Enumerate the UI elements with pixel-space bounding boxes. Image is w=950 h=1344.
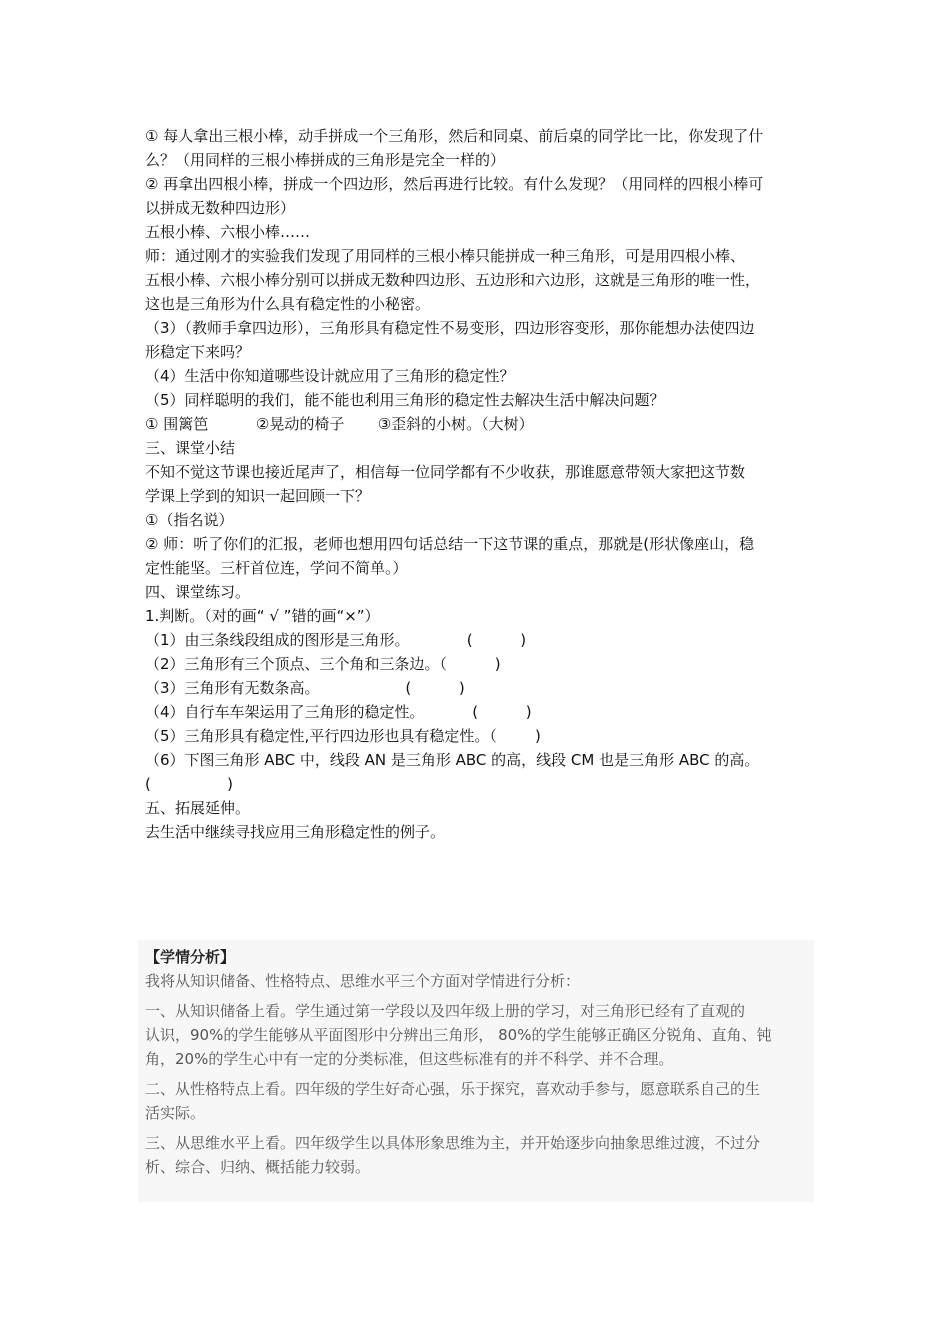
lesson-line: （5）同样聪明的我们，能不能也利用三角形的稳定性去解决生活中解决问题？ (145, 391, 665, 409)
lesson-line: 五、拓展延伸。 (145, 799, 251, 817)
lesson-section (145, 124, 810, 844)
lesson-line: （4）生活中你知道哪些设计就应用了三角形的稳定性？ (145, 367, 515, 385)
learning-analysis-section (145, 945, 810, 1179)
personality-paragraph (145, 1077, 810, 1125)
paragraph-line: 角，20%的学生心中有一定的分类标准，但这些标准有的并不科学、并不合理。 (145, 1050, 674, 1068)
paragraph-line: 析、综合、归纳、概括能力较弱。 (145, 1158, 371, 1176)
lesson-line: 四、课堂练习。 (145, 583, 251, 601)
lesson-line: （5）三角形具有稳定性,平行四边形也具有稳定性。（ ) (145, 727, 541, 745)
thinking-paragraph (145, 1131, 810, 1179)
paragraph-line: 三、从思维水平上看。四年级学生以具体形象思维为主，并开始逐步向抽象思维过渡，不过分 (145, 1134, 761, 1152)
lesson-line: 这也是三角形为什么具有稳定性的小秘密。 (145, 295, 431, 313)
lesson-line: 不知不觉这节课也接近尾声了，相信每一位同学都有不少收获，那谁愿意带领大家把这节数 (145, 463, 746, 481)
lesson-line: 三、课堂小结 (145, 439, 236, 457)
lesson-line: ② 师：听了你们的汇报，老师也想用四句话总结一下这节课的重点，那就是(形状像座山，稳 (145, 535, 755, 553)
lesson-line: 去生活中继续寻找应用三角形稳定性的例子。 (145, 823, 446, 841)
lesson-line: ① 围篱笆 ②晃动的椅子 ③歪斜的小树。（大树） (145, 415, 534, 433)
lesson-line: 师：通过刚才的实验我们发现了用同样的三根小棒只能拼成一种三角形，可是用四根小棒、 (145, 247, 746, 265)
lesson-line: 么？（用同样的三根小棒拼成的三角形是完全一样的） (145, 151, 506, 169)
lesson-line: 五根小棒、六根小棒分别可以拼成无数种四边形、五边形和六边形，这就是三角形的唯一性， (145, 271, 761, 289)
knowledge-paragraph (145, 999, 810, 1071)
paragraph-line: 认识，90%的学生能够从平面图形中分辨出三角形， 80%的学生能够正确区分锐角、直角、钝 (145, 1026, 772, 1044)
lesson-line: ( ) (145, 775, 233, 793)
lesson-line: 定性能坚。三杆首位连，学问不简单。） (145, 559, 408, 577)
paragraph-line: 一、从知识储备上看。学生通过第一学段以及四年级上册的学习，对三角形已经有了直观的 (145, 1002, 746, 1020)
lesson-line: （3）三角形有无数条高。 ( ) (145, 679, 465, 697)
analysis-title: 【学情分析】 (145, 948, 236, 966)
lesson-line: （4）自行车车架运用了三角形的稳定性。 ( ) (145, 703, 532, 721)
lesson-line: （6）下图三角形 ABC 中，线段 AN 是三角形 ABC 的高，线段 CM 也是三角形 ABC 的高。 (145, 751, 760, 769)
paragraph-line: 活实际。 (145, 1104, 206, 1122)
lesson-line: ① 每人拿出三根小棒，动手拼成一个三角形，然后和同桌、前后桌的同学比一比，你发现了什 (145, 127, 764, 145)
lesson-line: 形稳定下来吗？ (145, 343, 251, 361)
lesson-line: 五根小棒、六根小棒…… (145, 223, 311, 241)
analysis-intro: 我将从知识储备、性格特点、思维水平三个方面对学情进行分析： (145, 972, 581, 990)
paragraph-line: 二、从性格特点上看。四年级的学生好奇心强，乐于探究，喜欢动手参与，愿意联系自己的生 (145, 1080, 761, 1098)
lesson-line: ② 再拿出四根小棒，拼成一个四边形，然后再进行比较。有什么发现？（用同样的四根小棒可 (145, 175, 764, 193)
lesson-line: 以拼成无数种四边形） (145, 199, 296, 217)
lesson-line: 学课上学到的知识一起回顾一下？ (145, 487, 371, 505)
lesson-line: （3）（教师手拿四边形），三角形具有稳定性不易变形，四边形容变形，那你能想办法使四边 (145, 319, 755, 337)
lesson-line: 1.判断。（对的画“ √ ”错的画“×”） (145, 607, 380, 625)
lesson-line: （1）由三条线段组成的图形是三角形。 ( ) (145, 631, 527, 649)
lesson-line: ①（指名说） (145, 511, 234, 529)
lesson-line: （2）三角形有三个顶点、三个角和三条边。（ ) (145, 655, 501, 673)
